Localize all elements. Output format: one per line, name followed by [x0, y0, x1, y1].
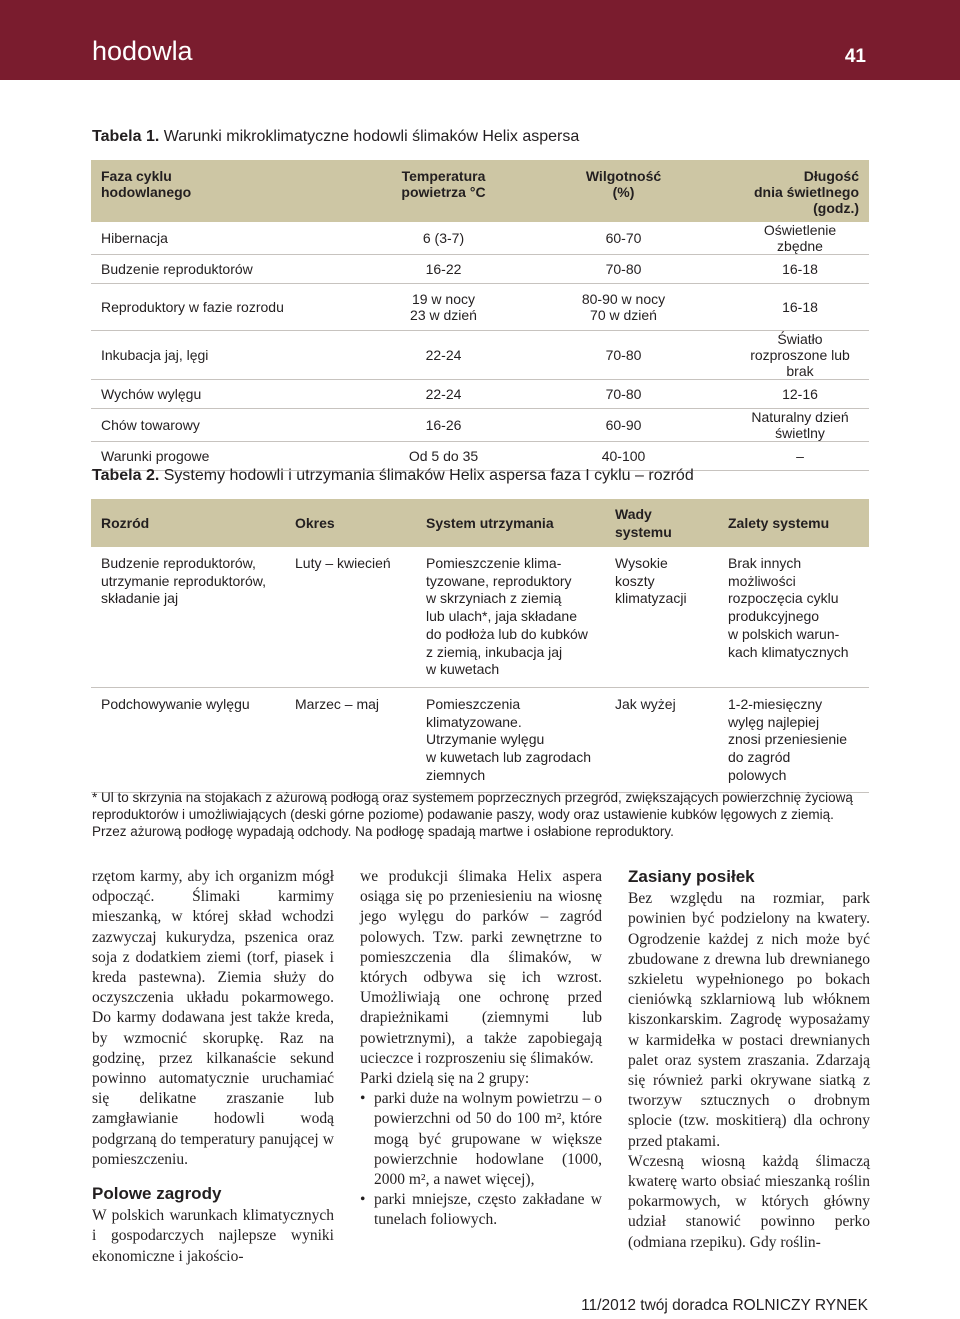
table-cell: Marzec – maj [285, 687, 416, 793]
table2-caption-text: Systemy hodowli i utrzymania ślimaków Helix aspersa faza I cyklu – rozród [159, 467, 694, 484]
table-cell: Chów towarowy [91, 409, 371, 442]
table-row [91, 284, 869, 331]
table1-caption [92, 128, 579, 146]
body-paragraph: W polskich warunkach klimatycznych i gospodarczych najlepsze wyniki ekonomiczne i jakościo- [92, 1207, 334, 1265]
table-cell: Budzenie reproduktorów, utrzymanie reproduktorów, składanie jaj [91, 547, 285, 687]
table-cell: Budzenie reproduktorów [91, 255, 371, 284]
table-cell: Podchowywanie wylęgu [91, 687, 285, 793]
table1-header-daylength: Długość dnia świetlnego (godz.) [731, 160, 869, 222]
table2-caption [92, 467, 694, 485]
table-cell: Hibernacja [91, 222, 371, 255]
table-cell: 80-90 w nocy 70 w dzień [516, 284, 731, 331]
table-cell: 12-16 [731, 380, 869, 409]
table-cell: Światło rozproszone lub brak [731, 331, 869, 380]
page-header [0, 0, 960, 80]
heading-field-enclosures: Polowe zagrody [92, 1184, 222, 1204]
table-row [91, 255, 869, 284]
table-cell: 40-100 [516, 442, 731, 471]
table-cell: 70-80 [516, 380, 731, 409]
table1-header-humidity: Wilgotność (%) [516, 160, 731, 222]
table-cell: – [731, 442, 869, 471]
table-cell: 60-90 [516, 409, 731, 442]
table-cell: 16-18 [731, 284, 869, 331]
table-cell: 16-18 [731, 255, 869, 284]
table2-caption-label: Tabela 2. [92, 467, 160, 484]
table-cell: 70-80 [516, 255, 731, 284]
table2-header-row [91, 499, 869, 547]
body-paragraph: Wczesną wiosną każdą ślimaczą kwaterę warto obsiać mieszanką roślin pokarmowych, w których główny udział stanowić powinno perko (odmiana rzepiku). Gdy roślin- [628, 1152, 870, 1251]
park-types-list [360, 1089, 602, 1230]
table1-header-temperature: Temperatura powietrza °C [371, 160, 516, 222]
table-row [91, 547, 869, 687]
table-cell: Naturalny dzień świetlny [731, 409, 869, 442]
table-cell: Pomieszczenie klima- tyzowane, reproduktory w skrzyniach z ziemią lub ulach*, jaja składane do podłoża lub do kubków z ziemią, inkubacja jaj w kuwetach [416, 547, 605, 687]
table-cell: Warunki progowe [91, 442, 371, 471]
table-cell: 6 (3-7) [371, 222, 516, 255]
table-footnote: * Ul to skrzynia na stojakach z ażurową podłogą oraz systemem poprzecznych przegród, zwiększających powierzchnię życiową reproduktorów i umożliwiających (deski górne poziome) podawanie paszy, wody oraz ustawienie kubków lęgowych z ziemią. Przez ażurową podłogę wypadają odchody. Na podłogę spadają martwe i osłabione reproduktory. [92, 790, 853, 839]
body-paragraph: rzętom karmy, aby ich organizm mógł odpocząć. Ślimaki karmimy mieszanką, w której skład wchodzi zazwyczaj kukurydza, pszenica oraz soja z dodatkiem ziemi (torf, piasek i kreda pastewna). Ziemia służy do oczyszczenia układu pokarmowego. Do karmy dodawana jest także kreda, by wzmocnić skorupkę. Raz na godzinę, przez kilkanaście sekund powinno automatycznie uruchamiać się delikatne zraszanie lub zamgławianie hodowli wodą podgrzaną do temperatury panującej w pomieszczeniu. [92, 868, 334, 1168]
table2-header-disadvantages: Wady systemu [605, 499, 718, 547]
table-cell: 16-22 [371, 255, 516, 284]
section-title: hodowla [92, 36, 193, 66]
list-item: • parki duże na wolnym powietrzu – o powierzchni od 50 do 100 m², które mogą być grupowane w większe powierzchnie hodowlane (1000, 2000 m², a nawet więcej), [360, 1089, 602, 1190]
table1-header-row [91, 160, 869, 222]
table-cell: 22-24 [371, 380, 516, 409]
table-row [91, 687, 869, 793]
table-cell: 16-26 [371, 409, 516, 442]
table2-header-period: Okres [285, 499, 416, 547]
body-paragraph: Bez względu na rozmiar, park powinien być podzielony na kwatery. Ogrodzenie każdej z nich może być zbudowane z drewna lub drewnianego szkieletu wypełnionego po bokach cieniówką szklarniową lub włóknem kiszonkarskim. Zagrodę wyposażamy w karmidełka w postaci drewnianych palet oraz system zraszania. Zdarzają się również parki okrywane siatką z tworzyw sztucznych o drobnym splocie (tzw. moskitierą) dla ochrony przed ptakami. [628, 890, 870, 1150]
footer-issue: 11/2012 twój doradca [581, 1297, 729, 1314]
table-cell: 70-80 [516, 331, 731, 380]
table-cell: Inkubacja jaj, lęgi [91, 331, 371, 380]
table-cell: 19 w nocy 23 w dzień [371, 284, 516, 331]
body-paragraph: Parki dzielą się na 2 grupy: [360, 1070, 530, 1088]
table-row [91, 409, 869, 442]
table-row [91, 331, 869, 380]
table1-header-phase: Faza cyklu hodowlanego [91, 160, 371, 222]
table-cell: Luty – kwiecień [285, 547, 416, 687]
table-cell: Wychów wylęgu [91, 380, 371, 409]
table2-header-system: System utrzymania [416, 499, 605, 547]
body-paragraph: we produkcji ślimaka Helix aspera osiąga się po przeniesieniu na wiosnę jego wylęgu do parków – zagród polowych. Tzw. parki zewnętrzne to pomieszczenia dla ślimaków, w których odbywa się ich wzrost. Umożliwiają one ochronę przed drapieżnikami (ziemnymi lub powietrznymi), a także zapobiegają ucieczce i rozproszeniu się ślimaków. [360, 868, 602, 1067]
table-cell: Wysokie koszty klimatyzacji [605, 547, 718, 687]
microclimate-table [91, 160, 869, 471]
breeding-systems-table [91, 499, 869, 793]
text-column-left [92, 867, 334, 1267]
heading-sown-meal: Zasiany posiłek [628, 867, 755, 886]
table-row [91, 222, 869, 255]
footer-brand: ROLNICZY RYNEK [732, 1297, 868, 1314]
table1-caption-label: Tabela 1. [92, 128, 160, 145]
table2-header-reproduction: Rozród [91, 499, 285, 547]
table-cell: Brak innych możliwości rozpoczęcia cyklu produkcyjnego w polskich warun- kach klimatycznych [718, 547, 869, 687]
table-cell: Reproduktory w fazie rozrodu [91, 284, 371, 331]
table-cell: Pomieszczenia klimatyzowane. Utrzymanie wylęgu w kuwetach lub zagrodach ziemnych [416, 687, 605, 793]
table-cell: 22-24 [371, 331, 516, 380]
table-cell: Jak wyżej [605, 687, 718, 793]
text-column-middle [360, 867, 602, 1231]
page-number: 41 [844, 46, 866, 67]
table-cell: Oświetlenie zbędne [731, 222, 869, 255]
table-cell: 60-70 [516, 222, 731, 255]
page-footer [581, 1297, 868, 1315]
list-item: • parki mniejsze, często zakładane w tunelach foliowych. [360, 1190, 602, 1230]
table-cell: 1-2-miesięczny wylęg najlepiej znosi przeniesienie do zagród polowych [718, 687, 869, 793]
text-column-right [628, 867, 870, 1253]
table-row [91, 380, 869, 409]
table1-caption-text: Warunki mikroklimatyczne hodowli ślimaków Helix aspersa [159, 128, 580, 145]
table2-header-advantages: Zalety systemu [718, 499, 869, 547]
table-cell: Od 5 do 35 [371, 442, 516, 471]
